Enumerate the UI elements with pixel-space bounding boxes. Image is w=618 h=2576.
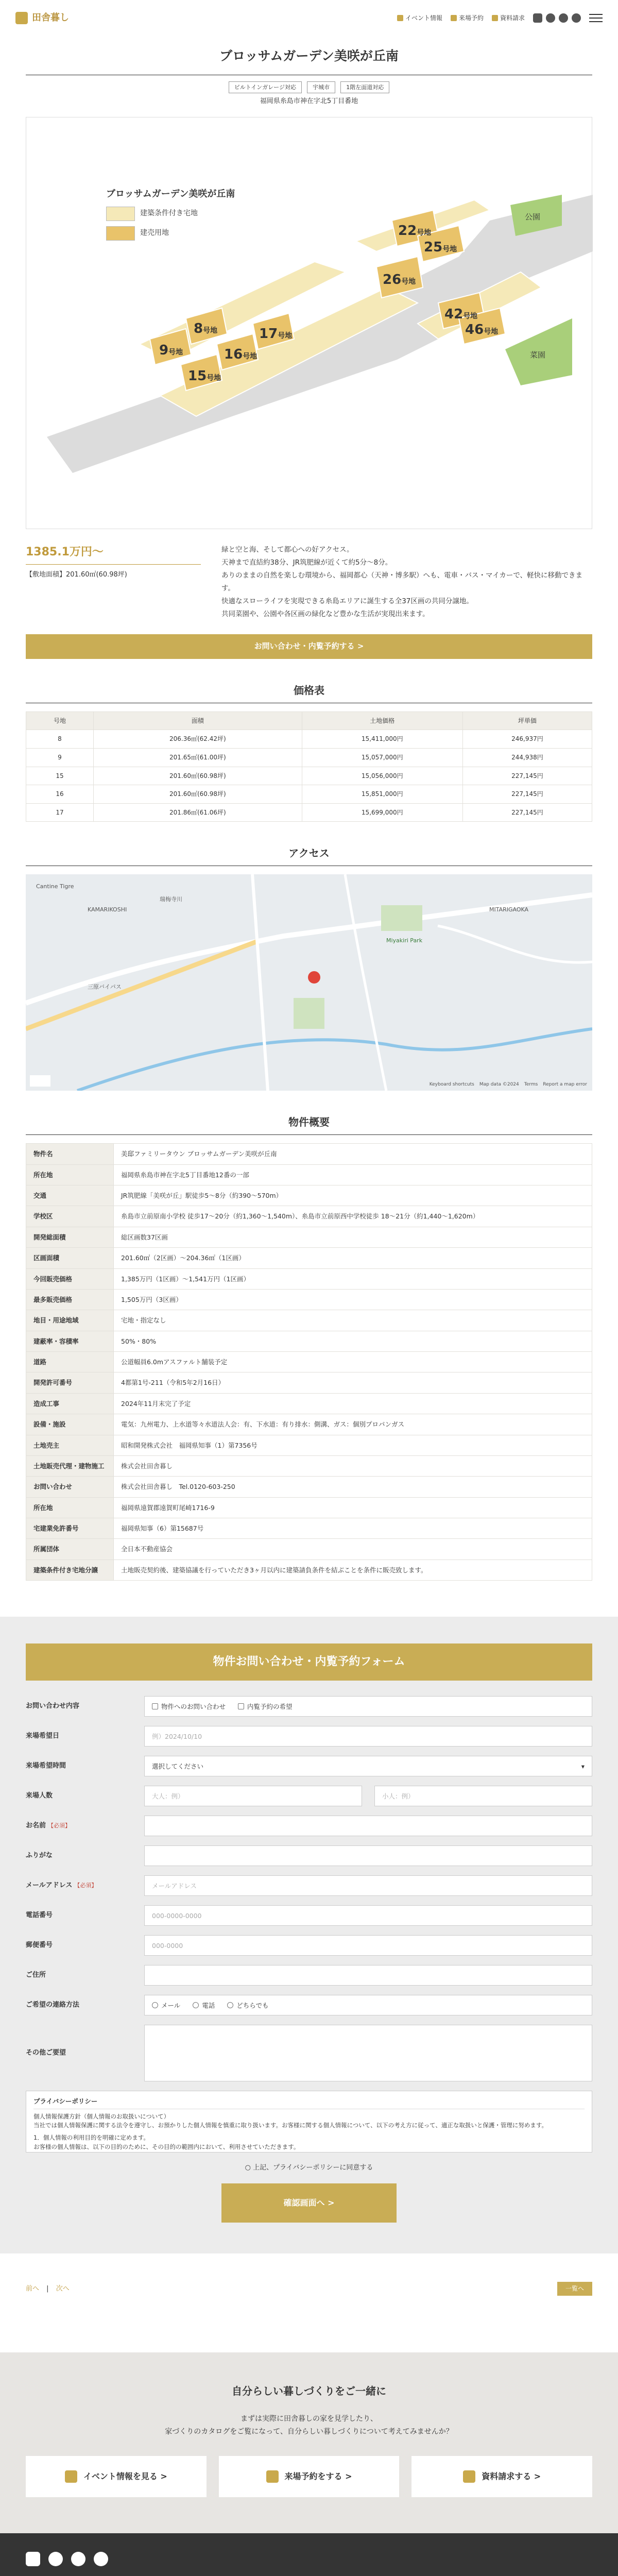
overview-value: 総区画数37区画	[114, 1227, 592, 1247]
nav-catalog[interactable]: 資料請求	[492, 13, 525, 23]
overview-row	[26, 1518, 592, 1539]
overview-row	[26, 1144, 592, 1164]
calendar-icon	[397, 15, 403, 21]
logo-mark-icon	[15, 12, 28, 24]
price-table	[26, 711, 592, 822]
access-map[interactable]	[26, 874, 592, 1091]
privacy-title: プライバシーポリシー	[33, 2096, 585, 2109]
overview-row	[26, 1206, 592, 1227]
table-header-row: 号地 面積 土地価格 坪単価	[26, 711, 592, 730]
overview-label: 交通	[26, 1185, 114, 1206]
legend-title: ブロッサムガーデン美咲が丘南	[106, 188, 235, 199]
form-title: 物件お問い合わせ・内覧予約フォーム	[26, 1643, 592, 1681]
overview-value: 50%・80%	[114, 1331, 592, 1351]
site-header	[0, 0, 618, 36]
lot-label: 9号地	[159, 342, 183, 358]
table-row: 9 201.65㎡(61.00坪) 15,057,000円 244,938円	[26, 748, 592, 767]
legend-item: 建売用地	[106, 226, 235, 241]
pinterest-icon[interactable]	[572, 13, 581, 23]
site-logo[interactable]	[15, 11, 69, 25]
document-icon	[463, 2470, 475, 2483]
form-row	[26, 1726, 592, 1747]
youtube-icon[interactable]	[546, 13, 555, 23]
overview-row	[26, 1435, 592, 1455]
table-row: 15 201.60㎡(60.98坪) 15,056,000円 227,145円	[26, 767, 592, 785]
map-label: MITARIGAOKA	[489, 906, 529, 913]
tag: ビルトインガレージ対応	[229, 81, 302, 93]
checkbox-option[interactable]: 内覧予約の希望	[238, 1702, 293, 1711]
text-input[interactable]	[144, 1965, 592, 1986]
lot-label: 46号地	[465, 321, 499, 337]
page-title: ブロッサムガーデン美咲が丘南	[26, 36, 592, 75]
nav-reserve[interactable]: 来場予約	[451, 13, 484, 23]
site-plan-drawing	[26, 117, 593, 530]
overview-label: 今回販売価格	[26, 1268, 114, 1289]
overview-row	[26, 1164, 592, 1185]
tag: 1階左面道対応	[340, 81, 389, 93]
overview-label: 区画面積	[26, 1248, 114, 1268]
bottom-cta: 自分らしい暮しづくりをご一緒に まずは実際に田舎暮しの家を見学したり、 家づくりのカタログをご覧になって、自分らしい暮しづくりについて考えてみませんか？ イベント情報を見る > 来場予約をする > 資料請求する >	[0, 2352, 618, 2533]
overview-table	[26, 1143, 592, 1581]
lot-label: 8号地	[194, 320, 218, 336]
form-row	[26, 1786, 592, 1806]
form-row	[26, 1845, 592, 1866]
form-row	[26, 1995, 592, 2015]
access-title: アクセス	[26, 845, 592, 866]
overview-label: 土地売主	[26, 1435, 114, 1455]
overview-value: 福岡県遠賀郡遠賀町尾崎1716-9	[114, 1497, 592, 1518]
instagram-icon[interactable]	[26, 2552, 40, 2566]
catalog-button[interactable]: 資料請求する >	[411, 2456, 592, 2497]
overview-value: 全日本不動産協会	[114, 1539, 592, 1560]
prev-link[interactable]: 前へ	[26, 2284, 40, 2293]
overview-label: 開発許可番号	[26, 1372, 114, 1393]
site-footer	[0, 2533, 618, 2576]
text-input[interactable]: 例）2024/10/10	[144, 1726, 592, 1747]
overview-label: 所在地	[26, 1164, 114, 1185]
overview-row	[26, 1289, 592, 1310]
overview-label: 最多販売価格	[26, 1289, 114, 1310]
overview-value: 株式会社田舎暮し Tel.0120-603-250	[114, 1477, 592, 1497]
lot-label: 16号地	[224, 346, 258, 362]
header-social	[533, 13, 581, 23]
checkbox-option[interactable]: 物件へのお問い合わせ	[152, 1702, 226, 1711]
text-input[interactable]: 000-0000-0000	[144, 1905, 592, 1926]
price-value: 1385.1万円〜	[26, 544, 201, 565]
overview-value: 1,385万円（1区画）〜1,541万円（1区画）	[114, 1268, 592, 1289]
form-label: メールアドレス 【必須】	[26, 1882, 97, 1890]
property-address: 福岡県糸島市神在字北5丁目番地	[260, 97, 358, 105]
youtube-icon[interactable]	[48, 2552, 63, 2566]
legend-item: 建築条件付き宅地	[106, 207, 235, 221]
overview-value: 電気：九州電力、上水道等々水道法人会：有、下水道：有り排水：側溝、ガス：個別プロパンガス	[114, 1414, 592, 1435]
form-row	[26, 1816, 592, 1836]
overview-value: 2024年11月末完了予定	[114, 1393, 592, 1414]
text-input[interactable]: 000-0000	[144, 1935, 592, 1956]
overview-value: 福岡県知事（6）第15687号	[114, 1518, 592, 1539]
form-label: 電話番号	[26, 1911, 53, 1920]
radio-option[interactable]: メール	[152, 2001, 180, 2010]
privacy-policy-box[interactable]: プライバシーポリシー 個人情報保護方針（個人情報のお取扱いについて） 当社では個人情報保護に関する法令を遵守し、お預かりした個人情報を慎重に取り扱います。お客様に関する個人情報について、以下の考え方に従って、適正な取扱いと保護・管理に努めます。 1．個人情報の利用目的を明確に定めます。 お客様の個人情報は、以下の目的のために、その目的の範囲内において、利用させていただきます。	[26, 2091, 592, 2153]
overview-row	[26, 1310, 592, 1331]
overview-label: 物件名	[26, 1144, 114, 1164]
overview-value: 4都第1号-211（令和5年2月16日）	[114, 1372, 592, 1393]
overview-value: 土地販売契約後、建築協議を行っていただき3ヶ月以内に建築請負条件を結ぶことを条件に販売致します。	[114, 1560, 592, 1580]
overview-label: 設備・施設	[26, 1414, 114, 1435]
overview-row	[26, 1560, 592, 1580]
overview-label: 造成工事	[26, 1393, 114, 1414]
time-select[interactable]: 選択してください ▾	[144, 1756, 592, 1776]
overview-row	[26, 1331, 592, 1351]
form-row	[26, 1756, 592, 1776]
overview-row	[26, 1248, 592, 1268]
table-row: 17 201.86㎡(61.06坪) 15,699,000円 227,145円	[26, 803, 592, 822]
form-label: 来場人数	[26, 1792, 53, 1800]
inquiry-button[interactable]: お問い合わせ・内覧予約する >	[26, 634, 592, 659]
list-button[interactable]: 一覧へ	[557, 2282, 592, 2296]
map-label: Miyakiri Park	[386, 937, 423, 944]
form-label: 郵便番号	[26, 1941, 53, 1950]
reserve-button[interactable]: 来場予約をする >	[219, 2456, 400, 2497]
overview-row	[26, 1372, 592, 1393]
overview-row	[26, 1268, 592, 1289]
tag: 宇城市	[307, 81, 335, 93]
form-row	[26, 1696, 592, 1717]
child-count-input[interactable]: 小人：例）	[374, 1786, 592, 1806]
overview-row	[26, 1455, 592, 1476]
footer-social	[26, 2552, 592, 2566]
radio-option[interactable]: 電話	[193, 2001, 215, 2010]
form-label: ご希望の連絡方法	[26, 2001, 80, 2009]
map-label: Cantine Tigre	[36, 883, 74, 890]
next-link[interactable]: 次へ	[56, 2284, 70, 2293]
form-row	[26, 1965, 592, 1986]
price-table-title: 価格表	[26, 683, 592, 703]
overview-row	[26, 1393, 592, 1414]
overview-value: JR筑肥線「美咲が丘」駅徒歩5〜8分（約390〜570m）	[114, 1185, 592, 1206]
overview-label: 地目・用途地域	[26, 1310, 114, 1331]
adult-count-input[interactable]: 大人：例）	[144, 1786, 362, 1806]
request-textarea[interactable]	[144, 2025, 592, 2081]
form-row	[26, 1935, 592, 1956]
confirm-button[interactable]: 確認画面へ >	[221, 2183, 397, 2223]
lot-label: 25号地	[424, 239, 457, 255]
overview-label: 建築条件付き宅地分譲	[26, 1560, 114, 1580]
form-label: お問い合わせ内容	[26, 1702, 80, 1710]
overview-value: 昭和開発株式会社 福岡県知事（1）第7356号	[114, 1435, 592, 1455]
text-input[interactable]	[144, 1845, 592, 1866]
overview-row	[26, 1185, 592, 1206]
form-label: お名前 【必須】	[26, 1822, 71, 1830]
form-row	[26, 2025, 592, 2081]
overview-value: 株式会社田舎暮し	[114, 1455, 592, 1476]
header-nav	[397, 13, 603, 23]
overview-value: 福岡県糸島市神在字北5丁目番地12番の一部	[114, 1164, 592, 1185]
overview-value: 1,505万円（3区画）	[114, 1289, 592, 1310]
house-icon	[266, 2470, 279, 2483]
property-tags	[0, 81, 618, 93]
pager: 前へ | 次へ 一覧へ	[26, 2282, 592, 2296]
text-input[interactable]	[144, 1816, 592, 1836]
lot-label: 42号地	[444, 306, 478, 322]
overview-row	[26, 1227, 592, 1247]
price-section	[26, 544, 592, 621]
form-label: 来場希望時間	[26, 1762, 66, 1770]
overview-row	[26, 1352, 592, 1372]
overview-value: 201.60㎡（2区画）〜204.36㎡（1区画）	[114, 1248, 592, 1268]
overview-label: 宅建業免許番号	[26, 1518, 114, 1539]
form-label: ご住所	[26, 1971, 46, 1979]
site-plan	[26, 117, 592, 529]
pinterest-icon[interactable]	[94, 2552, 108, 2566]
lot-label: 26号地	[383, 272, 416, 287]
event-button[interactable]: イベント情報を見る >	[26, 2456, 207, 2497]
overview-value: 糸島市立前原南小学校 徒歩17〜20分（約1,360〜1,540m）、糸島市立前原西中学校徒歩 18〜21分（約1,440〜1,620m）	[114, 1206, 592, 1227]
table-row: 16 201.60㎡(60.98坪) 15,851,000円 227,145円	[26, 785, 592, 804]
map-footer: Keyboard shortcuts Map data ©2024 Terms Report a map error	[429, 1082, 587, 1088]
site-plan-legend	[106, 187, 235, 246]
privacy-agree-checkbox[interactable]: ○ 上記、プライバシーポリシーに同意する	[245, 2164, 373, 2172]
overview-row	[26, 1414, 592, 1435]
facebook-icon[interactable]	[559, 13, 568, 23]
map-label: KAMARIKOSHI	[88, 906, 127, 913]
lot-label: 15号地	[188, 368, 221, 384]
logo-text: 田舎暮し	[32, 12, 69, 24]
lot-area: 【敷地面積】201.60㎡(60.98坪)	[26, 571, 127, 579]
overview-label: 開発総面積	[26, 1227, 114, 1247]
document-icon	[492, 15, 498, 21]
property-description: 緑と空と海、そして都心への好アクセス。 天神まで直結約38分、JR筑肥線が近くて約5分〜8分。 ありのままの自然を楽しむ環境から、福岡都心（天神・博多駅）へも、電車・バス・マイカーで、軽快に移動できます。 快適なスローライフを実現できる糸島エリアに誕生する全37区画の共同分譲地。 共同菜園や、公園や各区画の緑化など豊かな生活が実現出来ます。	[221, 545, 583, 618]
cta-title: 自分らしい暮しづくりをご一緒に	[232, 2384, 386, 2397]
overview-value: 美邸ファミリータウン ブロッサムガーデン美咲が丘南	[114, 1144, 592, 1164]
form-label: 来場希望日	[26, 1732, 60, 1740]
form-row	[26, 1905, 592, 1926]
overview-value: 宅地・指定なし	[114, 1310, 592, 1331]
overview-label: お問い合わせ	[26, 1477, 114, 1497]
garden-label: 菜園	[530, 350, 546, 360]
lot-label: 17号地	[259, 326, 293, 342]
overview-row	[26, 1497, 592, 1518]
lot-label: 22号地	[398, 223, 432, 239]
calendar-icon	[65, 2470, 77, 2483]
facebook-icon[interactable]	[71, 2552, 85, 2566]
map-label: 三原バイパス	[88, 984, 122, 991]
text-input[interactable]: メールアドレス	[144, 1875, 592, 1896]
overview-row	[26, 1477, 592, 1497]
radio-option[interactable]: どちらでも	[227, 2001, 268, 2010]
inquiry-form-section	[0, 1617, 618, 2253]
overview-label: 建蔽率・容積率	[26, 1331, 114, 1351]
overview-value: 公道幅員6.0mアスファルト舗装予定	[114, 1352, 592, 1372]
overview-label: 所在地	[26, 1497, 114, 1518]
overview-label: 道路	[26, 1352, 114, 1372]
overview-label: 学校区	[26, 1206, 114, 1227]
menu-icon[interactable]	[589, 14, 603, 22]
overview-title: 物件概要	[26, 1114, 592, 1135]
form-label: ふりがな	[26, 1852, 53, 1860]
overview-row	[26, 1539, 592, 1560]
park-label: 公園	[525, 212, 541, 222]
form-label: その他ご要望	[26, 2049, 66, 2057]
table-row: 8 206.36㎡(62.42坪) 15,411,000円 246,937円	[26, 730, 592, 749]
house-icon	[451, 15, 457, 21]
map-label: 瑞梅寺川	[160, 896, 182, 903]
nav-event[interactable]: イベント情報	[397, 13, 442, 23]
overview-label: 土地販売代理・建物施工	[26, 1455, 114, 1476]
instagram-icon[interactable]	[533, 13, 542, 23]
overview-label: 所属団体	[26, 1539, 114, 1560]
form-row	[26, 1875, 592, 1896]
